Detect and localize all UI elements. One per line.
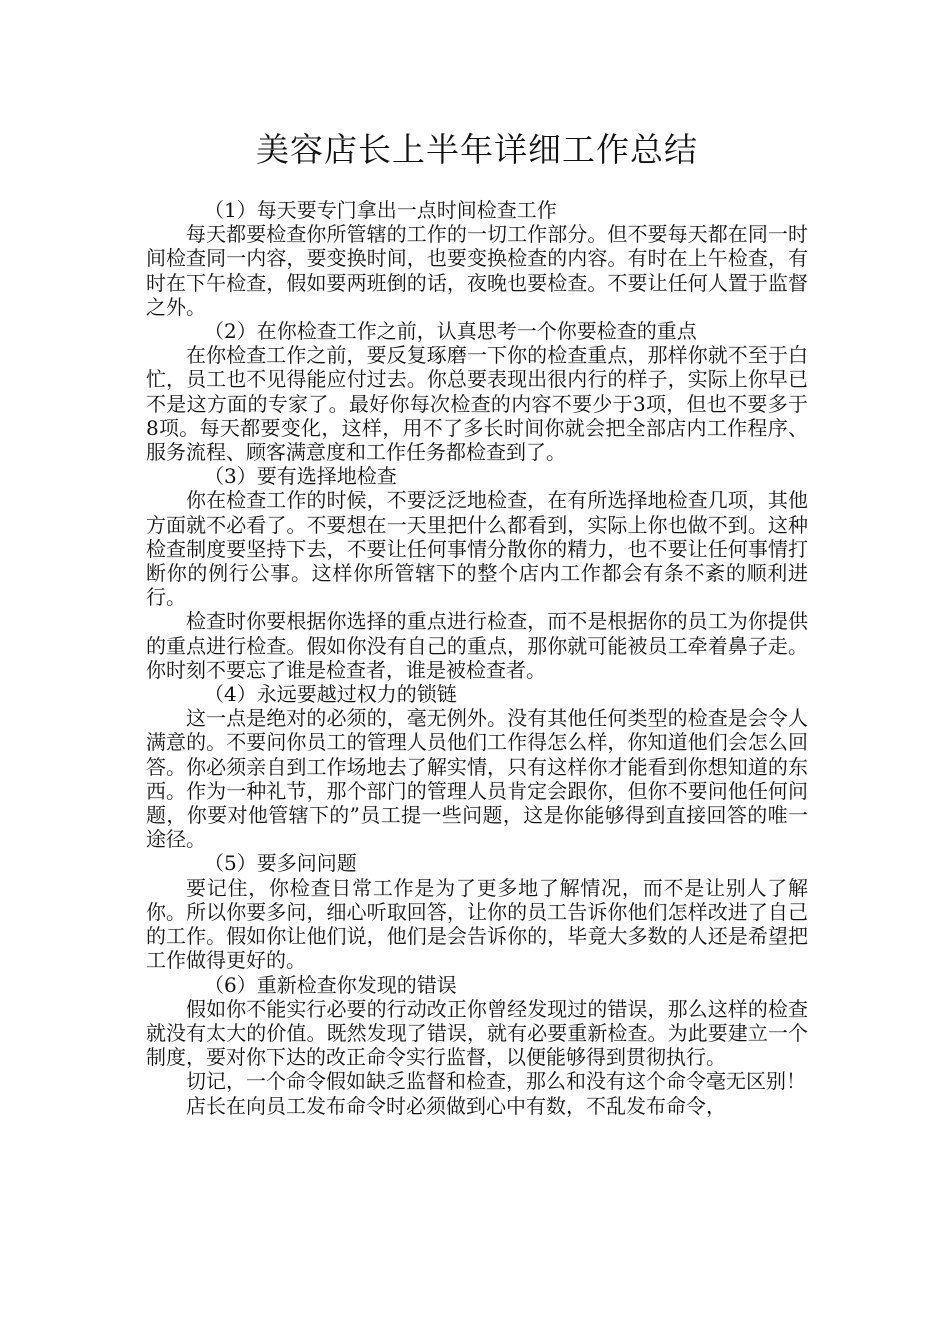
document-page <box>146 128 808 1118</box>
paragraph: 在你检查工作之前，要反复琢磨一下你的检查重点，那样你就不至于白忙，员工也不见得能应付过去。你总要表现出很内行的样子，实际上你早已不是这方面的专家了。最好你每次检查的内容不要少于3项，但也不要多于8项。每天都要变化，这样，用不了多长时间你就会把全部店内工作程序、服务流程、顾客满意度和工作任务都检查到了。 <box>146 343 808 465</box>
paragraph: 你在检查工作的时候，不要泛泛地检查，在有所选择地检查几项，其他方面就不必看了。不要想在一天里把什么都看到，实际上你也做不到。这种检查制度要坚持下去，不要让任何事情分散你的精力，也不要让任何事情打断你的例行公事。这样你所管辖下的整个店内工作都会有条不紊的顺利进行。 <box>146 488 808 610</box>
section-heading-2: （2）在你检查工作之前，认真思考一个你要检查的重点 <box>204 319 697 344</box>
paragraph: 切记，一个命令假如缺乏监督和检查，那么和没有这个命令毫无区别！ <box>186 1069 806 1094</box>
document-body <box>146 198 808 1118</box>
section-heading-4: （4）永远要越过权力的锁链 <box>204 682 457 707</box>
paragraph: 要记住，你检查日常工作是为了更多地了解情况，而不是让别人了解你。所以你要多问，细心听取回答，让你的员工告诉你他们怎样改进了自己的工作。假如你让他们说，他们是会告诉你的，毕竟大多数的人还是希望把工作做得更好的。 <box>146 875 808 973</box>
paragraph: 这一点是绝对的必须的，毫无例外。没有其他任何类型的检查是会令人满意的。不要问你员工的管理人员他们工作得怎么样，你知道他们会怎么回答。你必须亲自到工作场地去了解实情，只有这样你才能看到你想知道的东西。作为一种礼节，那个部门的管理人员肯定会跟你，但你不要问他任何问题，你要对他管辖下的”员工提一些问题，这是你能够得到直接回答的唯一途径。 <box>146 706 808 852</box>
paragraph: 店长在向员工发布命令时必须做到心中有数，不乱发布命令， <box>186 1093 726 1118</box>
paragraph: 每天都要检查你所管辖的工作的一切工作部分。但不要每天都在同一时间检查同一内容，要变换时间，也要变换检查的内容。有时在上午检查，有时在下午检查，假如要两班倒的话，夜晚也要检查。不要让任何人置于监督之外。 <box>146 222 808 319</box>
paragraph: 假如你不能实行必要的行动改正你曾经发现过的错误，那么这样的检查就没有太大的价值。既然发现了错误，就有必要重新检查。为此要建立一个制度，要对你下达的改正命令实行监督，以便能够得到贯彻执行。 <box>146 996 808 1070</box>
paragraph: 检查时你要根据你选择的重点进行检查，而不是根据你的员工为你提供的重点进行检查。假如你没有自己的重点，那你就可能被员工牵着鼻子走。你时刻不要忘了谁是检查者，谁是被检查者。 <box>146 609 808 682</box>
document-title: 美容店长上半年详细工作总结 <box>256 130 698 169</box>
section-heading-1: （1）每天要专门拿出一点时间检查工作 <box>204 198 557 222</box>
section-heading-6: （6）重新检查你发现的错误 <box>204 972 457 997</box>
section-heading-5: （5）要多问问题 <box>204 851 357 876</box>
section-heading-3: （3）要有选择地检查 <box>204 464 397 489</box>
